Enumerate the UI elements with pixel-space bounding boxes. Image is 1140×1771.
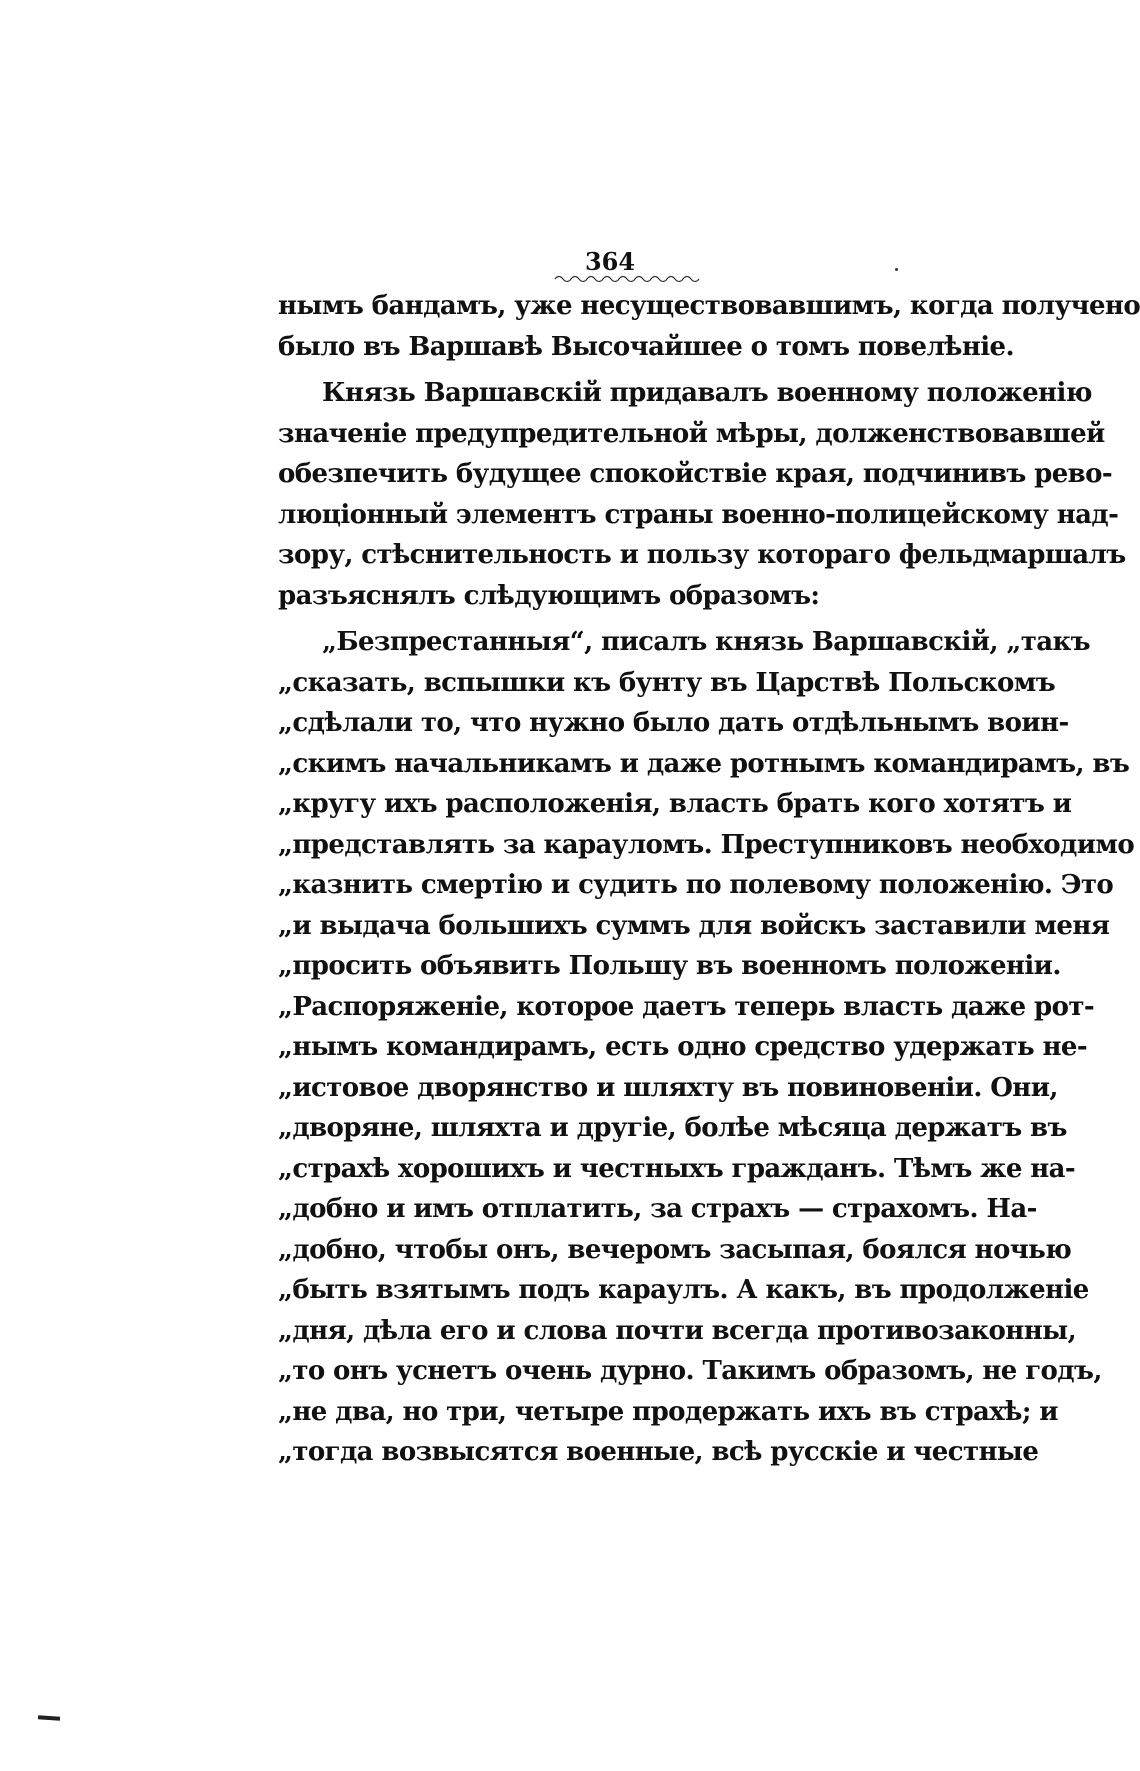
text-line: значеніе предупредительной мѣры, долженствовавшей	[278, 418, 1105, 449]
text-line: „представлять за карауломъ. Преступниковъ необходимо	[278, 829, 1135, 860]
text-line: „Распоряженіе, которое даетъ теперь власть даже рот-	[278, 991, 1095, 1022]
text-line: „сдѣлали то, что нужно было дать отдѣльнымъ воин-	[278, 708, 1069, 738]
stray-dot	[895, 268, 898, 271]
text-line: „тогда возвысятся военные, всѣ русскіе и честные	[278, 1437, 1039, 1467]
margin-mark	[38, 1715, 60, 1721]
text-line: нымъ бандамъ, уже несуществовавшимъ, когда получено	[278, 291, 1140, 321]
text-line: „добно и имъ отплатить, за страхъ — страхомъ. На-	[278, 1194, 1037, 1224]
text-line: было въ Варшавѣ Высочайшее о томъ повелѣніе.	[278, 331, 1014, 362]
text-line: „истовое дворянство и шляхту въ повиновеніи. Они,	[278, 1072, 1058, 1103]
text-line: зору, стѣснительность и пользу котораго фельдмаршалъ	[278, 540, 1126, 570]
paragraph-2	[278, 373, 1126, 616]
text-line: „сказать, вспышки къ бунту въ Царствѣ Польскомъ	[278, 667, 1056, 698]
text-line: „казнить смертію и судить по полевому положенію. Это	[278, 870, 1114, 900]
text-line: „и выдача большихъ суммъ для войскъ заставили меня	[278, 910, 1110, 941]
text-line: „не два, но три, четыре продержать ихъ въ страхѣ; и	[278, 1396, 1058, 1427]
text-line: „нымъ командирамъ, есть одно средство удержать не-	[278, 1032, 1088, 1062]
text-line: „скимъ начальникамъ и даже ротнымъ командирамъ, въ	[278, 748, 1130, 779]
text-line: „страхѣ хорошихъ и честныхъ гражданъ. Тѣмъ же на-	[278, 1153, 1076, 1184]
page-number: 364	[584, 247, 636, 276]
paragraph-1	[278, 286, 1140, 367]
text-line: обезпечить будущее спокойствіе края, подчинивъ рево-	[278, 459, 1113, 489]
text-line: „дворяне, шляхта и другіе, болѣе мѣсяца держатъ въ	[278, 1113, 1067, 1143]
text-line: „дня, дѣла его и слова почти всегда противозаконны,	[278, 1315, 1077, 1346]
text-line: „Безпрестанныя“, писалъ князь Варшавскій, „такъ	[322, 627, 1091, 657]
text-line: „быть взятымъ подъ караулъ. А какъ, въ продолженіе	[278, 1275, 1089, 1305]
text-line: „добно, чтобы онъ, вечеромъ засыпая, боялся ночью	[278, 1234, 1072, 1265]
text-line: люціонный элементъ страны военно-полицейскому над-	[278, 499, 1119, 530]
text-line: „кругу ихъ расположенія, власть брать кого хотятъ и	[278, 789, 1072, 819]
text-line: разъяснялъ слѣдующимъ образомъ:	[278, 580, 820, 611]
body-text	[278, 286, 1140, 1473]
text-line: „просить объявить Польшу въ военномъ положеніи.	[278, 951, 1061, 981]
page-number-flourish	[555, 274, 700, 284]
text-line: Князь Варшавскій придавалъ военному положенію	[322, 378, 1092, 408]
text-line: „то онъ уснетъ очень дурно. Такимъ образомъ, не годъ,	[278, 1356, 1102, 1386]
paragraph-3	[278, 622, 1135, 1473]
